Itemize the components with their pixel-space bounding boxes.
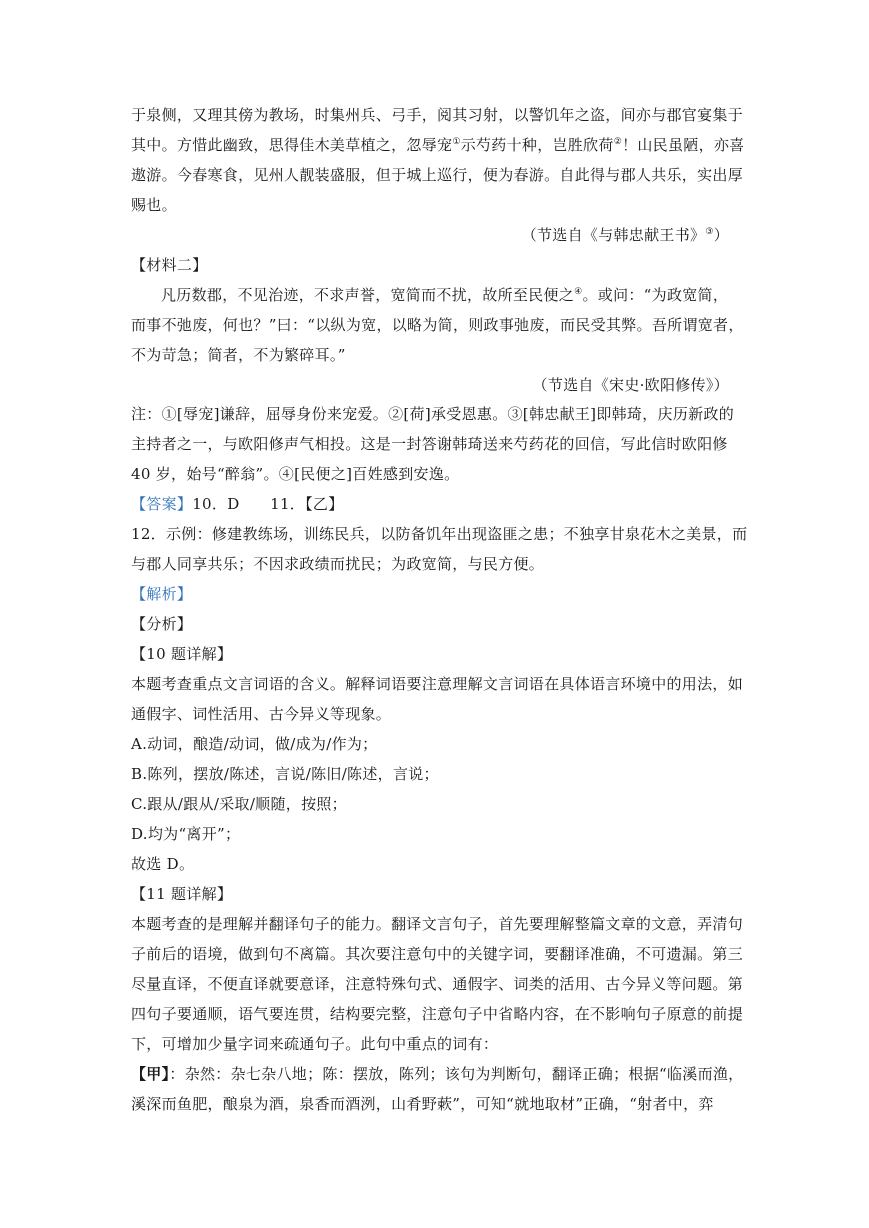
- answer-line: [131, 494, 741, 514]
- passage1-line2-text-c: ！山民虽陋，亦喜: [622, 136, 745, 154]
- q11-line2: 子前后的语境，做到句不离篇。其次要注意句中的关键字词，要翻译准确，不可遗漏。第三: [131, 945, 744, 963]
- note-ref-1: ①: [452, 137, 461, 147]
- notes-line3: 40 岁，始号“醉翁”。④[民便之]百姓感到安逸。: [131, 465, 460, 483]
- passage1-source-end: ）: [713, 226, 729, 244]
- passage1-line3: 遨游。今春寒食，见州人靓装盛服，但于城上巡行，便为春游。自此得与郡人共乐，实出厚: [131, 166, 744, 184]
- answer-q12-line1: 12．示例：修建教练场，训练民兵，以防备饥年出现盗匪之患；不独享甘泉花木之美景，而: [131, 525, 748, 543]
- analysis-fenxi: 【分析】: [131, 615, 193, 633]
- q11-jia-line2: 溪深而鱼肥，酿泉为酒，泉香而酒洌，山肴野蔌”，可知“就地取材”正确，“射者中，弈: [131, 1095, 714, 1113]
- q11-heading: 【11 题详解】: [131, 885, 233, 903]
- answer-text: 10．D 11．【乙】: [192, 495, 344, 513]
- q10-option-b: B.陈列，摆放/陈述，言说/陈旧/陈述，言说；: [131, 765, 439, 783]
- material2-line1-text-b: 。或问：“为政宽简，: [582, 286, 729, 304]
- q10-line2: 通假字、词性活用、古今异义等现象。: [131, 705, 392, 723]
- q11-line1: 本题考查的是理解并翻译句子的能力。翻译文言句子，首先要理解整篇文章的文意，弄清句: [131, 915, 744, 933]
- material2-heading: 【材料二】: [131, 256, 208, 274]
- material2-line1: [161, 285, 771, 305]
- passage1-line2-text-a: 其中。方惜此幽致，思得佳木美草植之，忽辱宠: [131, 136, 453, 154]
- analysis-tag: 【解析】: [131, 585, 193, 603]
- jia-tag: 【甲】: [131, 1065, 170, 1083]
- material2-source: （节选自《宋史·欧阳修传》）: [532, 376, 729, 394]
- material2-line3: 不为苛急；简者，不为繁碎耳。”: [131, 346, 346, 364]
- passage1-line1: 于泉侧，又理其傍为教场，时集州兵、弓手，阅其习射，以警饥年之盗，间亦与郡官宴集于: [131, 106, 744, 124]
- passage1-line2: [131, 135, 745, 155]
- q11-line5: 下，可增加少量字词来疏通句子。此句中重点的词有：: [131, 1035, 499, 1053]
- answer-q12-line2: 与郡人同享共乐；不因求政绩而扰民；为政宽简，与民方便。: [131, 555, 545, 573]
- material2-line1-text-a: 凡历数郡，不见治迹，不求声誉，宽简而不扰，故所至民便之: [161, 286, 575, 304]
- notes-line2: 主持者之一，与欧阳修声气相投。这是一封答谢韩琦送来芍药花的回信，写此信时欧阳修: [131, 435, 728, 453]
- passage1-line2-text-b: 示芍药十种，岂胜欣荷: [460, 136, 614, 154]
- passage1-line4: 赐也。: [131, 196, 177, 214]
- notes-line1: 注：①[辱宠]谦辞，屈辱身份来宠爱。②[荷]承受恩惠。③[韩忠献王]即韩琦，庆历新政的: [131, 405, 735, 423]
- jia-text: ：杂然：杂七杂八地；陈：摆放，陈列；该句为判断句，翻译正确；根据“临溪而渔，: [169, 1065, 744, 1083]
- note-ref-3: ③: [705, 227, 714, 237]
- material2-line2: 而事不弛废，何也？”曰：“以纵为宽，以略为简，则政事弛废，而民受其弊。吾所谓宽者，: [131, 316, 744, 334]
- q11-line4: 四句子要通顺，语气要连贯，结构要完整，注意句子中省略内容，在不影响句子原意的前提: [131, 1005, 744, 1023]
- q10-choice: 故选 D。: [131, 855, 195, 873]
- q10-line1: 本题考查重点文言词语的含义。解释词语要注意理解文言词语在具体语言环境中的用法，如: [131, 675, 744, 693]
- passage1-source: [522, 225, 729, 245]
- q10-option-d: D.均为“离开”；: [131, 825, 241, 843]
- answer-tag: 【答案】: [131, 495, 193, 513]
- q10-heading: 【10 题详解】: [131, 645, 233, 663]
- q11-line3: 尽量直译，不便直译就要意译，注意特殊句式、通假字、词类的活用、古今异义等问题。第: [131, 975, 744, 993]
- q10-option-c: C.跟从/跟从/采取/顺随，按照；: [131, 795, 347, 813]
- note-ref-2: ②: [613, 137, 623, 147]
- q10-option-a: A.动词，酿造/动词，做/成为/作为；: [131, 735, 378, 753]
- note-ref-4: ④: [574, 287, 583, 297]
- passage1-source-text: （节选自《与韩忠献王书》: [521, 226, 706, 244]
- q11-jia-line1: [131, 1064, 744, 1084]
